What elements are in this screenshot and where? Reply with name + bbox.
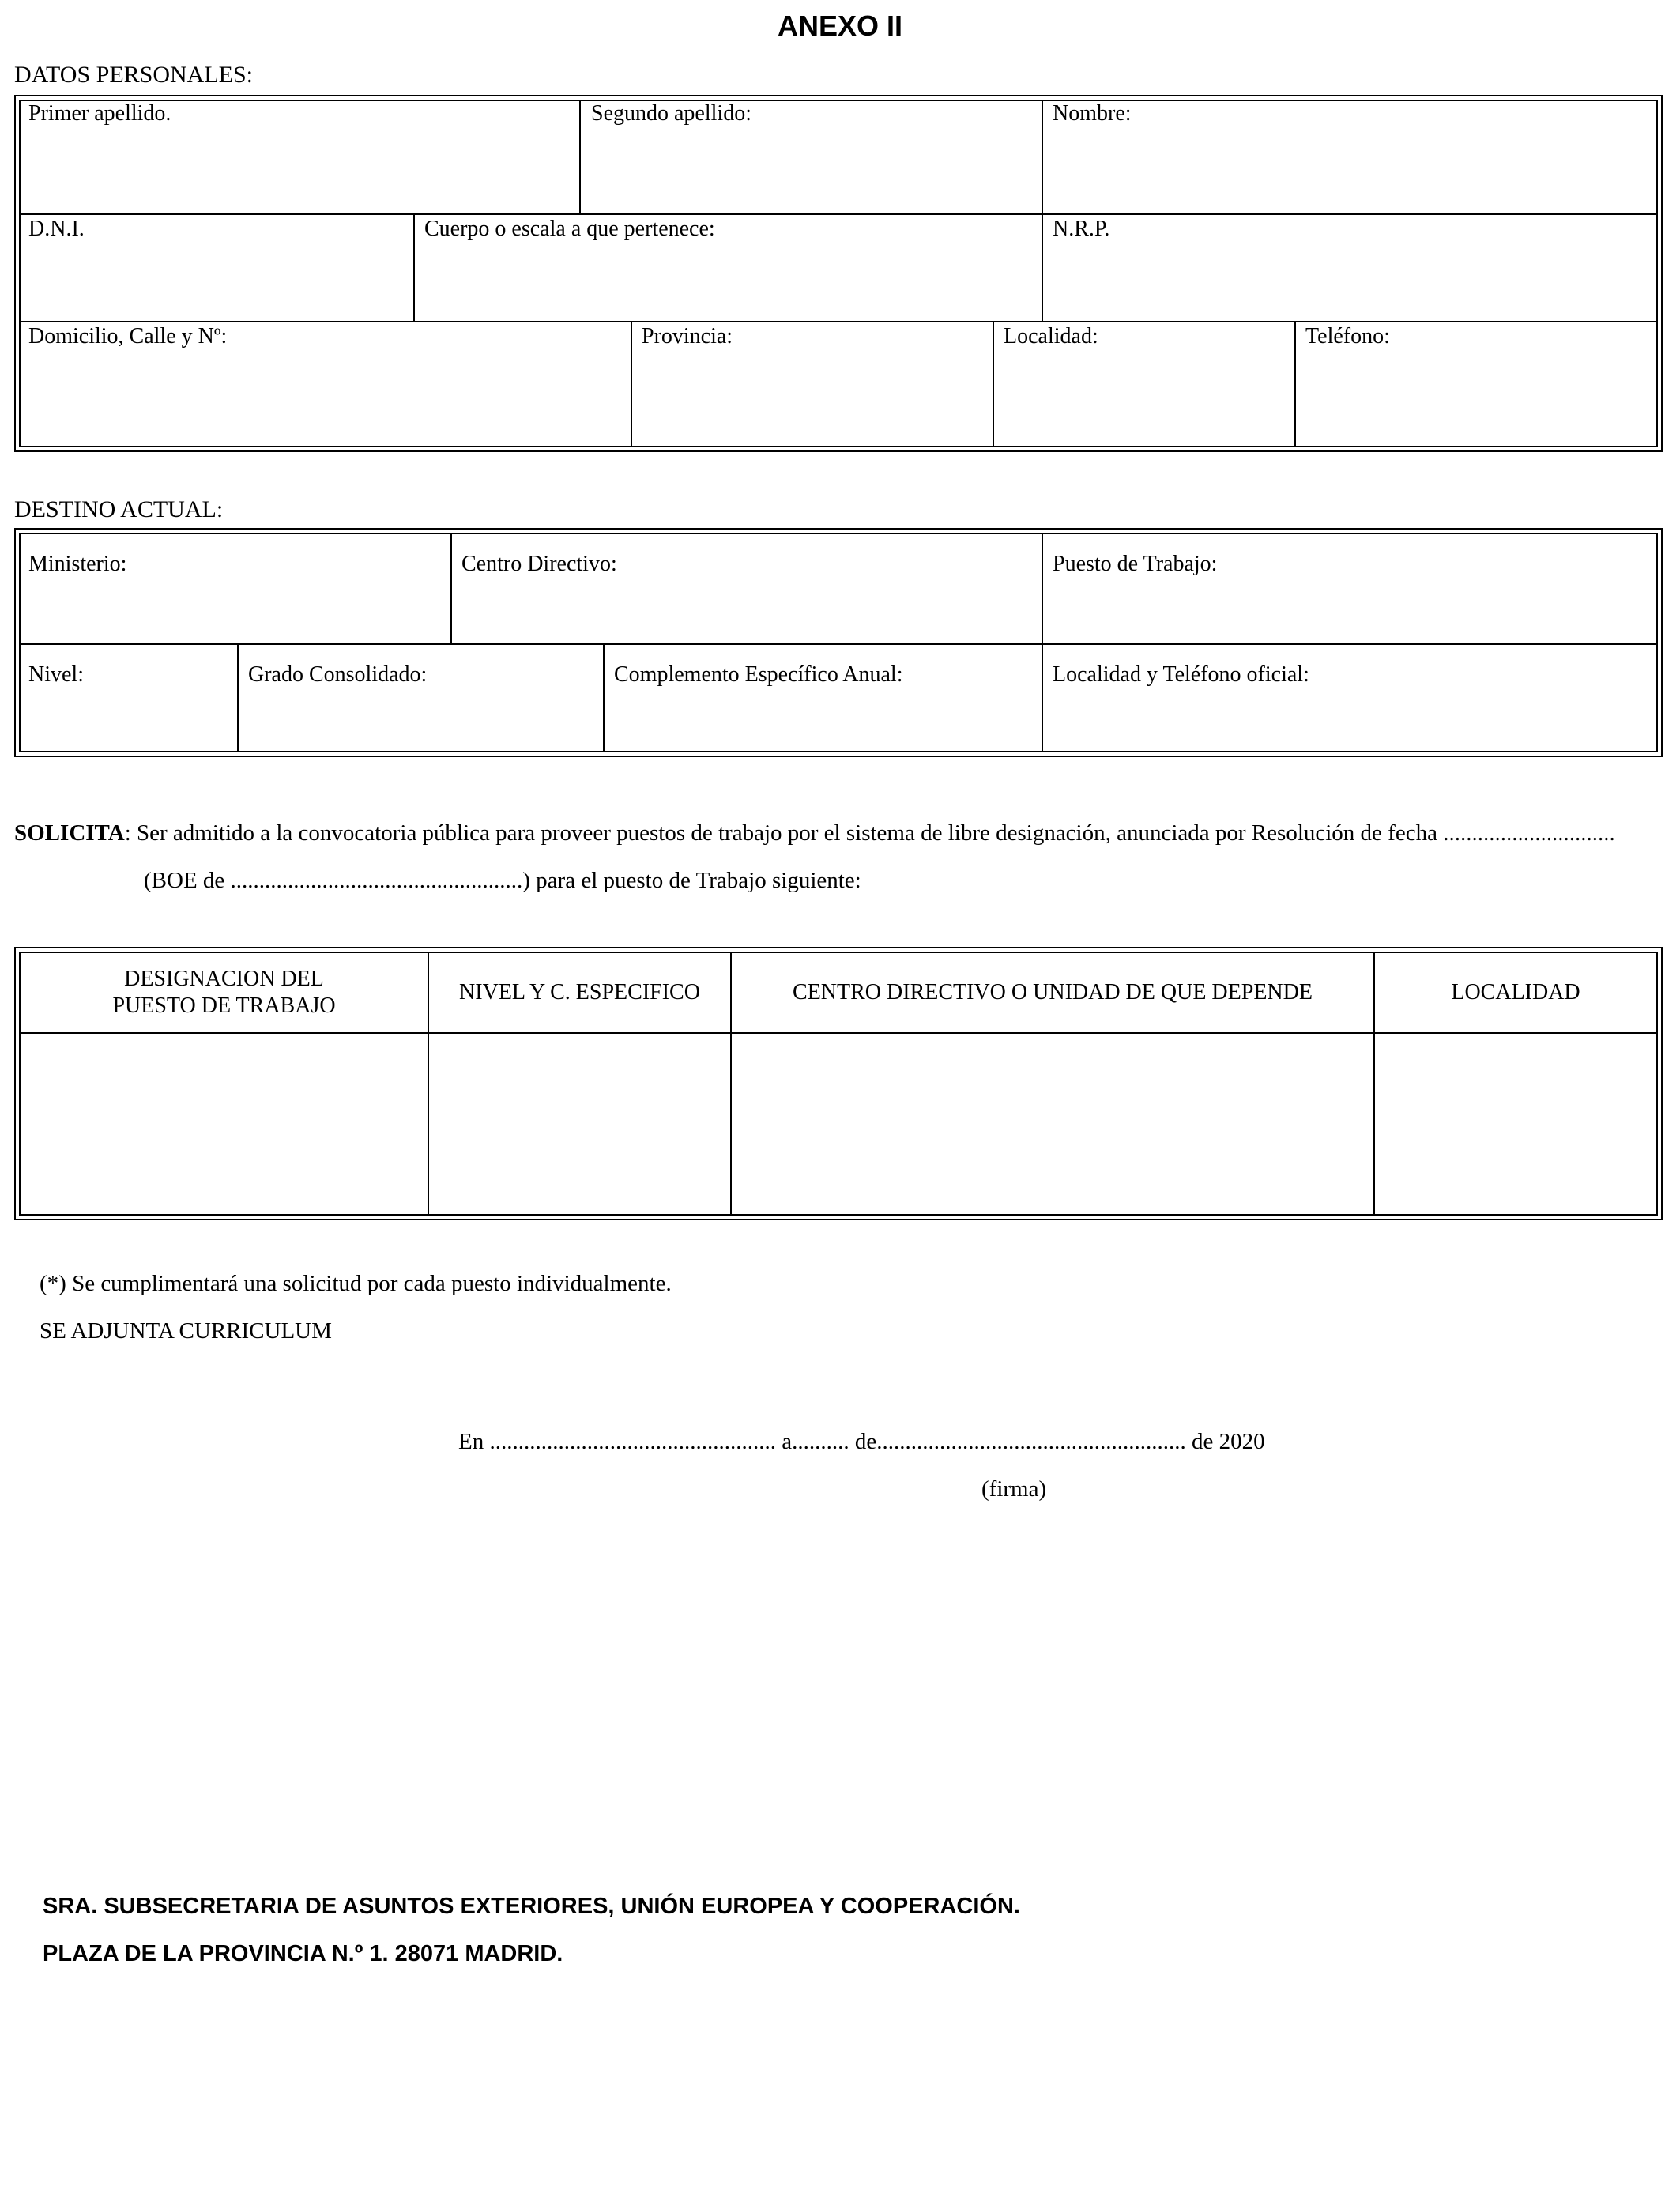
note-una-solicitud: (*) Se cumplimentará una solicitud por cada puesto individualmente. xyxy=(40,1271,672,1296)
cell-centro-directivo[interactable] xyxy=(732,1034,1373,1214)
field-centro-directivo[interactable]: Centro Directivo: xyxy=(461,552,617,576)
cell-nivel[interactable] xyxy=(429,1034,730,1214)
column-header-centro-directivo: CENTRO DIRECTIVO O UNIDAD DE QUE DEPENDE xyxy=(793,980,1313,1005)
field-primer-apellido[interactable]: Primer apellido. xyxy=(28,101,171,126)
solicita-label: SOLICITA xyxy=(14,820,125,846)
field-domicilio[interactable]: Domicilio, Calle y Nº: xyxy=(28,324,228,349)
column-header-designacion: DESIGNACION DEL PUESTO DE TRABAJO xyxy=(112,967,336,1018)
field-complemento-especifico[interactable]: Complemento Específico Anual: xyxy=(614,662,903,687)
field-provincia[interactable]: Provincia: xyxy=(642,324,733,349)
field-puesto-trabajo[interactable]: Puesto de Trabajo: xyxy=(1053,552,1218,576)
addressee-line-1: SRA. SUBSECRETARIA DE ASUNTOS EXTERIORES, UNIÓN EUROPEA Y COOPERACIÓN. xyxy=(43,1894,1020,1919)
field-localidad-telefono-oficial[interactable]: Localidad y Teléfono oficial: xyxy=(1053,662,1309,687)
solicita-text: : Ser admitido a la convocatoria pública para proveer puestos de trabajo por el sistema de libre designación, anunciada por Resolución de fecha .............................. xyxy=(124,820,1615,846)
page-title: ANEXO II xyxy=(777,9,903,42)
note-curriculum: SE ADJUNTA CURRICULUM xyxy=(40,1318,332,1344)
firma-label: (firma) xyxy=(981,1476,1047,1502)
addressee-line-2: PLAZA DE LA PROVINCIA N.º 1. 28071 MADRID. xyxy=(43,1941,563,1966)
destino-actual-label: DESTINO ACTUAL: xyxy=(14,496,224,522)
field-nrp[interactable]: N.R.P. xyxy=(1053,217,1110,241)
solicita-line-2: (BOE de ...................................................) para el puesto de Trabajo siguiente: xyxy=(144,868,861,893)
cell-designacion[interactable] xyxy=(21,1034,428,1214)
cell-localidad[interactable] xyxy=(1375,1034,1656,1214)
place-date-line[interactable]: En .................................................. a.......... de...................................................... de 2020 xyxy=(458,1429,1265,1454)
solicita-line-1 xyxy=(14,820,1615,846)
field-cuerpo-escala[interactable]: Cuerpo o escala a que pertenece: xyxy=(424,217,715,241)
field-nombre[interactable]: Nombre: xyxy=(1053,101,1132,126)
field-segundo-apellido[interactable]: Segundo apellido: xyxy=(591,101,751,126)
field-dni[interactable]: D.N.I. xyxy=(28,217,85,241)
field-ministerio[interactable]: Ministerio: xyxy=(28,552,127,576)
field-nivel[interactable]: Nivel: xyxy=(28,662,84,687)
column-header-nivel: NIVEL Y C. ESPECIFICO xyxy=(459,980,700,1005)
datos-personales-label: DATOS PERSONALES: xyxy=(14,62,254,88)
field-telefono[interactable]: Teléfono: xyxy=(1305,324,1390,349)
field-localidad[interactable]: Localidad: xyxy=(1004,324,1098,349)
field-grado-consolidado[interactable]: Grado Consolidado: xyxy=(248,662,428,687)
column-header-localidad: LOCALIDAD xyxy=(1451,980,1580,1005)
